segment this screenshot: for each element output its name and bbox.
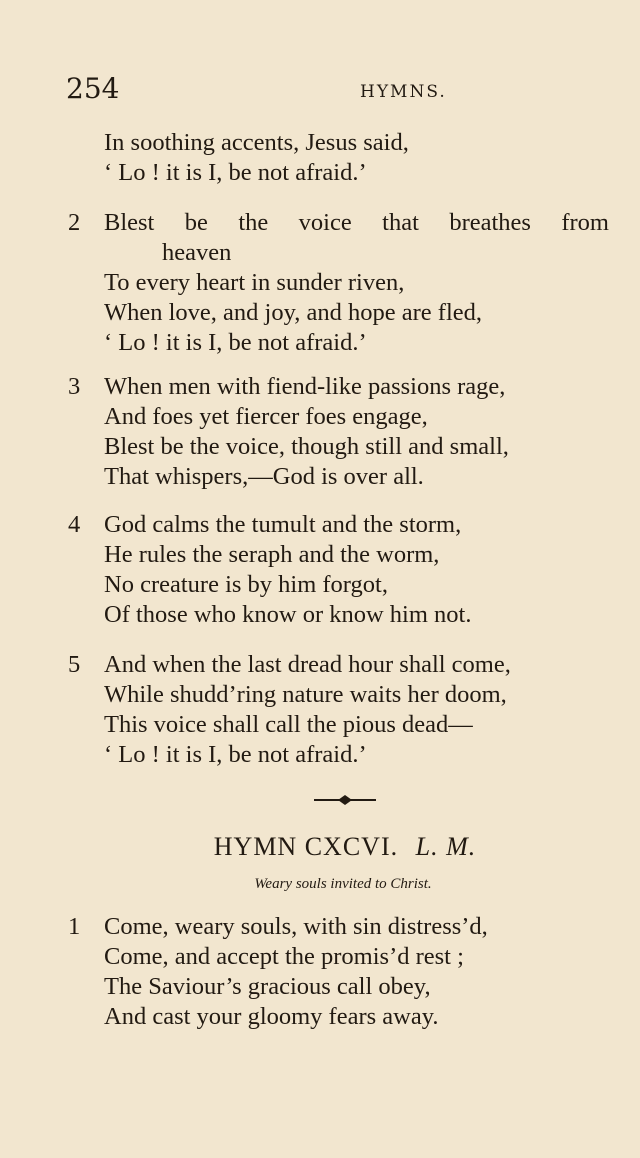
verse-line: The Saviour’s gracious call obey, (104, 973, 431, 1000)
verse-line: In soothing accents, Jesus said, (104, 129, 409, 156)
verse-line: This voice shall call the pious dead— (104, 711, 473, 738)
verse-line: While shudd’ring nature waits her doom, (104, 681, 507, 708)
stanza-number: 1 (68, 913, 81, 940)
hymn-meter: L. M. (415, 832, 477, 861)
stanza-number: 2 (68, 209, 81, 236)
verse-line: God calms the tumult and the storm, (104, 511, 462, 538)
verse-line: Of those who know or know him not. (104, 601, 472, 628)
verse-line: And when the last dread hour shall come, (104, 651, 511, 678)
verse-line: When love, and joy, and hope are fled, (104, 299, 483, 326)
verse-line: ‘ Lo ! it is I, be not afraid.’ (104, 741, 367, 768)
verse-line: Come, and accept the promis’d rest ; (104, 943, 464, 970)
verse-line: Blest be the voice that breathes from (104, 209, 609, 236)
verse-line: When men with fiend-like passions rage, (104, 373, 506, 400)
hymn-number: HYMN CXCVI. (213, 832, 399, 861)
stanza-number: 4 (68, 511, 81, 538)
verse-line: And foes yet fiercer foes engage, (104, 403, 428, 430)
verse-line: Blest be the voice, though still and small, (104, 433, 509, 460)
verse-line: ‘ Lo ! it is I, be not afraid.’ (104, 329, 367, 356)
verse-line: No creature is by him forgot, (104, 571, 388, 598)
stanza-number: 5 (68, 651, 81, 678)
page-number: 254 (66, 72, 120, 105)
verse-line: That whispers,—God is over all. (104, 463, 424, 490)
hymn-subtitle: Weary souls invited to Christ. (254, 876, 432, 892)
verse-line: And cast your gloomy fears away. (104, 1003, 439, 1030)
verse-line: heaven (162, 239, 232, 266)
hymn-title (0, 832, 640, 862)
ornament-divider-icon (314, 794, 376, 806)
running-title: HYMNS. (360, 82, 447, 102)
verse-line: To every heart in sunder riven, (104, 269, 405, 296)
page-header (66, 72, 600, 108)
stanza-number: 3 (68, 373, 81, 400)
verse-line: He rules the seraph and the worm, (104, 541, 440, 568)
verse-line: ‘ Lo ! it is I, be not afraid.’ (104, 159, 367, 186)
verse-line: Come, weary souls, with sin distress’d, (104, 913, 488, 940)
